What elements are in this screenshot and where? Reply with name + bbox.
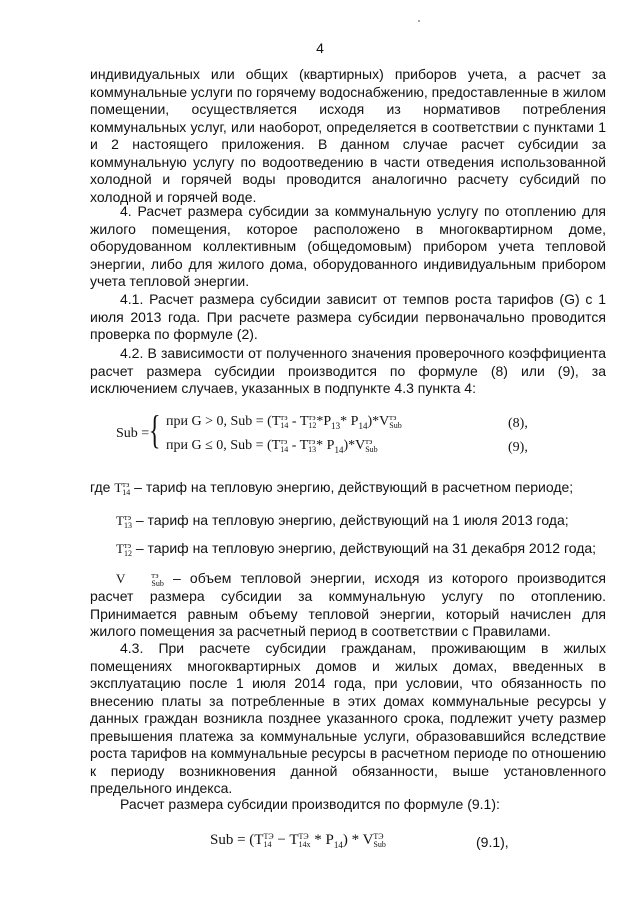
formula-9: при G ≤ 0, Sub = (T тэ 14 - T тэ 13 * $P_{14})*V$ тэ Sub bbox=[166, 436, 378, 455]
paragraph-continuation: индивидуальных или общих (квартирных) приборов учета, а расчет за коммунальные услуги по горячему водоснабжению, предоставленные в жилом помещении, осуществляется исходя из нормативов потребления коммунальных услуг, или наоборот, определяется в соответствии с пунктами 1 и 2 настоящего приложения. В данном случае расчет субсидии за коммунальную услугу по водоотведению в части отведения использованной холодной и горячей воды проводится аналогично расчету субсидий по холодной и горячей воде. bbox=[90, 66, 606, 205]
formula-lhs: Sub = bbox=[116, 426, 150, 441]
formula-8-number: (8), bbox=[508, 416, 528, 431]
formula-8: при G > 0, Sub = (T тэ 14 - T тэ 12 $*P_{13}*$ $P_{14})*V$ тэ Sub bbox=[166, 412, 402, 431]
formula-9-1: Sub = (T ТЭ 14 − T ТЭ 14x * $P_{14}$) * V ТЭ Sub bbox=[210, 831, 386, 850]
formula-9-number: (9), bbox=[508, 440, 528, 455]
formula-9-1-number: (9.1), bbox=[476, 834, 509, 850]
definition-vsub: V тэ Sub – объем тепловой энергии, исходя из которого производится расчет размера субсидии за коммунальную услугу по отоплению. Принимается равным объему тепловой энергии, который начислен для жилого помещения за расчетный период в соответствии с Правилами. bbox=[90, 570, 606, 640]
page-number: 4 bbox=[316, 40, 324, 56]
paragraph-4-2: 4.2. В зависимости от полученного значения проверочного коэффициента расчет размера субсидии производится по формуле (8) или (9), за исключением случаев, указанных в подпункте 4.3 пункта 4: bbox=[90, 345, 606, 396]
paragraph-formula-intro: Расчет размера субсидии производится по формуле (9.1): bbox=[120, 796, 500, 812]
scan-speck bbox=[418, 20, 420, 22]
definition-t13: T тэ 13 – тариф на тепловую энергию, действующий на 1 июля 2013 года; bbox=[116, 512, 569, 531]
paragraph-section-4: 4. Расчет размера субсидии за коммунальную услугу по отоплению для жилого помещения, которое расположено в многоквартирном доме, оборудованном коллективным (общедомовым) прибором учета тепловой энергии, либо для жилого дома, оборудованного индивидуальным прибором учета тепловой энергии. bbox=[90, 203, 606, 289]
formula-brace: { bbox=[149, 407, 161, 452]
formula-9-condition: при G ≤ 0, bbox=[166, 438, 227, 453]
definition-t14: где T тэ 14 – тариф на тепловую энергию, действующий в расчетном периоде; bbox=[90, 479, 574, 498]
formula-8-condition: при G > 0, bbox=[166, 414, 227, 429]
definition-t12: T тэ 12 – тариф на тепловую энергию, действующий на 31 декабря 2012 года; bbox=[116, 540, 597, 559]
paragraph-4-1: 4.1. Расчет размера субсидии зависит от темпов роста тарифов (G) с 1 июля 2013 года. При расчете размера субсидии первоначально проводится проверка по формуле (2). bbox=[90, 291, 606, 342]
paragraph-4-3: 4.3. При расчете субсидии гражданам, проживающим в жилых помещениях многоквартирных домов и жилых домах, введенных в эксплуатацию после 1 июля 2014 года, при условии, что обязанность по внесению платы за потребленные в этих домах коммунальные ресурсы у данных граждан возникла позднее указанного срока, подлежит учету размер превышения платежа за коммунальные услуги, образовавшийся вследствие роста тарифов на коммунальные ресурсы в расчетном периоде по отношению к периоду возникновения данной обязанности, выше установленного предельного индекса. bbox=[90, 640, 606, 796]
